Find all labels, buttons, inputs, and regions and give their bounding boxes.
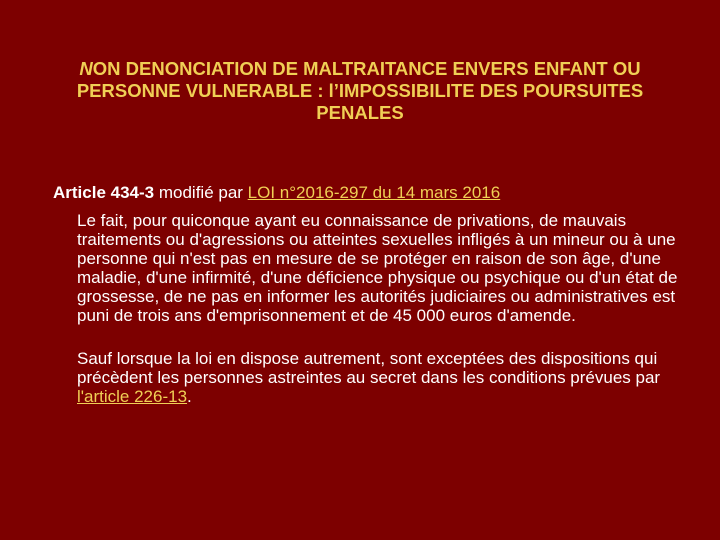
paragraph-1: Le fait, pour quiconque ayant eu connaissance de privations, de mauvais traitements ou d'agressions ou atteintes sexuelles infligés à un mineur ou à une personne qui n'est pas en mesure de se protéger en raison de son âge, d'une maladie, d'une infirmité, d'une déficience physique ou psychique ou d'un état de grossesse, de ne pas en informer les autorités judiciaires ou administratives est puni de trois ans d'emprisonnement et de 45 000 euros d'amende. bbox=[77, 211, 678, 325]
paragraph-2-text: Sauf lorsque la loi en dispose autrement, sont exceptées des dispositions qui précèdent les personnes astreintes au secret dans les conditions prévues par bbox=[77, 349, 661, 387]
slide-title bbox=[40, 58, 680, 124]
article-heading bbox=[53, 183, 693, 203]
article-modified-by: modifié par bbox=[154, 183, 248, 202]
title-rest: ON DENONCIATION DE MALTRAITANCE ENVERS ENFANT OU PERSONNE VULNERABLE : l’IMPOSSIBILITE DES POURSUITES PENALES bbox=[76, 58, 644, 123]
title-first-letter: N bbox=[79, 58, 93, 79]
paragraph-2-end: . bbox=[187, 387, 192, 406]
article-number: Article 434-3 bbox=[53, 183, 155, 202]
law-link[interactable]: LOI n°2016-297 du 14 mars 2016 bbox=[247, 183, 501, 202]
article-226-13-link[interactable]: l'article 226-13 bbox=[77, 387, 188, 406]
paragraph-2 bbox=[77, 349, 692, 406]
